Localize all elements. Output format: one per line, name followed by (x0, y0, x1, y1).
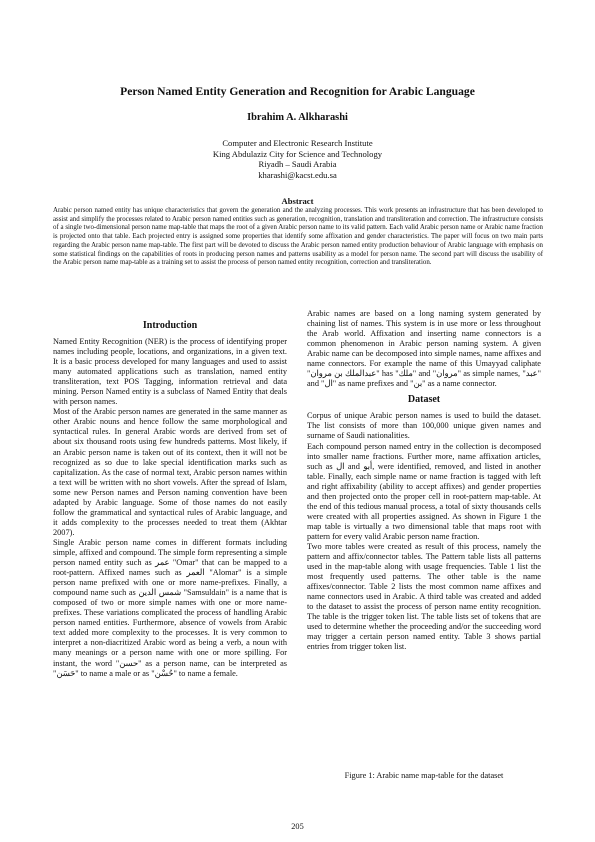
affiliation-line: Riyadh – Saudi Arabia (258, 159, 337, 170)
page-number: 205 (291, 822, 304, 831)
author-name: Ibrahim A. Alkharashi (247, 112, 348, 123)
paper-title: Person Named Entity Generation and Recognition for Arabic Language (120, 85, 475, 98)
affiliation-line: King Abdulaziz City for Science and Technology (212, 148, 383, 159)
body-paragraph: Corpus of unique Arabic person names is used to build the dataset. The list consists of more than 100,000 unique given names and surname of Saudi nationalities. (307, 411, 541, 441)
body-paragraph: Each compound person named entry in the collection is decomposed into smaller name fractions. Further more, name affixation articles, such as ال and أبو, were identified, removed, and listed in another table. Finally, each simple name or name fraction is tagged with left and right affixability (ability to accept affixes) and gender properties and then projected onto the proper cell in root-pattern map-table. At the end of this tedious manual process, a total of sixty thousands cells were created with all properties assigned. As shown in Figure 1 the map table is virtually a two dimensional table that maps root with pattern for every valid Arabic person name fraction. (307, 441, 541, 541)
left-column (53, 320, 287, 679)
body-paragraph: Two more tables were created as result of this process, namely the pattern and affix/connector tables. The Pattern table lists all patterns used in the map-table along with usage frequencies. Table 1 list the most frequently used patterns. The other table is the name affixes/connector. Table 2 lists the most common name affixes and name connectors used in Arabic. A third table was created and added to the dataset to assist the process of person name entity recognition. The table is the trigger token list. The table lists set of tokens that are used to determine whether the proceeding and/or the succeeding word may trigger a certain person named entity. Table 3 shows partial entries from trigger token list. (307, 541, 541, 652)
body-paragraph: Arabic names are based on a long naming system generated by chaining list of names. This system is in use more or less throughout the Arab world. Affixation and inserting name connectors is a common phenomenon in Arabic person naming system. A given Arabic name can be decomposed into simple names, name affixes and name connectors. For example the name of this Umayyad caliphate "عبدالملك بن مروان" has "ملك" and "مروان" as simple names, "عبد" and "ال" as name prefixes and "بن" as a name connector. (307, 309, 541, 389)
dataset-heading: Dataset (407, 394, 441, 406)
abstract-heading: Abstract (281, 196, 314, 206)
right-column (307, 309, 541, 653)
body-paragraph: Single Arabic person name comes in different formats including simple, affixed and compound. The simple form representing a simple person named entity such as عمر "Omar" that can be mapped to a root-pattern. Affixed names such as العمر "Alomar" is a simple person name prefixed with one or more name-prefixes. Finally, a compound name such as شمس الدين "Samsuldain" is a name that is composed of two or more simple names with one or more name-prefixes. These variations complicated the process of handling Arabic person named entities. Furthermore, absence of vowels from Arabic text added more complexity to the processes. It is very common to interpret a non-diacritized Arabic word as being a verb, a noun with many meanings or a person name with one or more spilling. For instant, the word "حسن" as a person name, can be interpreted as "حَسَن" to name a male or as "حُسْن" to name a female. (53, 537, 287, 678)
affiliation-block (40, 138, 555, 180)
body-paragraph: Named Entity Recognition (NER) is the process of identifying proper names including people, locations, and organizations, in a given text. It is a basic process developed for many languages and used to assist many automated applications such as translation, named entity transliteration, text POS Tagging, information retrieval and data mining. Person Named entity is a subclass of Named Entity that deals with person names. (53, 337, 287, 407)
abstract-text: Arabic person named entity has unique characteristics that govern the generation and the analyzing processes. This work presents an infrastructure that has been developed to assist and simplify the processes related to Arabic person named entities such as generation, recognition, translation and transliteration and correction. The infrastructure consists of a single two-dimensional person name map-table that maps the root of a given Arabic person name to its valid pattern. Each valid Arabic person name or Arabic name fraction is projected onto that table. Each projected entry is assigned some properties that identify some affixation and gender characteristics. The paper will focus on two main parts regarding the Arabic person name map-table. The first part will be devoted to discuss the Arabic person named entity production behaviour of Arabic language with emphasis on some statistical findings on the capabilities of roots in producing person names and patterns usability as a model for person name. The second part will discuss the usability of the Arabic person name map-table as a training set to assist the process of person named entity recognition, correction and transliteration. (53, 207, 543, 267)
introduction-heading: Introduction (142, 320, 198, 331)
author-email: kharashi@kacst.edu.sa (258, 169, 337, 180)
affiliation-line: Computer and Electronic Research Institute (222, 138, 373, 148)
body-paragraph: Most of the Arabic person names are generated in the same manner as other Arabic nouns and hence follow the same morphological and syntactical rules. In general Arabic words are derived from set of about six thousand roots using few hundreds patterns. Most likely, if an Arabic person name is taken out of its context, then it will not be recognized as so due to lake special identification marks such as capitalization. As the case of normal text, Arabic person names within a text will be written with no short vowels. After the spread of Islam, some new Person names and Person naming convention have been adapted by Arabic language. Some of those names do not easily follow the grammatical and syntactical rules of Arabic language, and it adds complexity to the processes needed to treat them (Akhtar 2007). (53, 407, 287, 537)
figure-caption: Figure 1: Arabic name map-table for the dataset (344, 771, 504, 780)
